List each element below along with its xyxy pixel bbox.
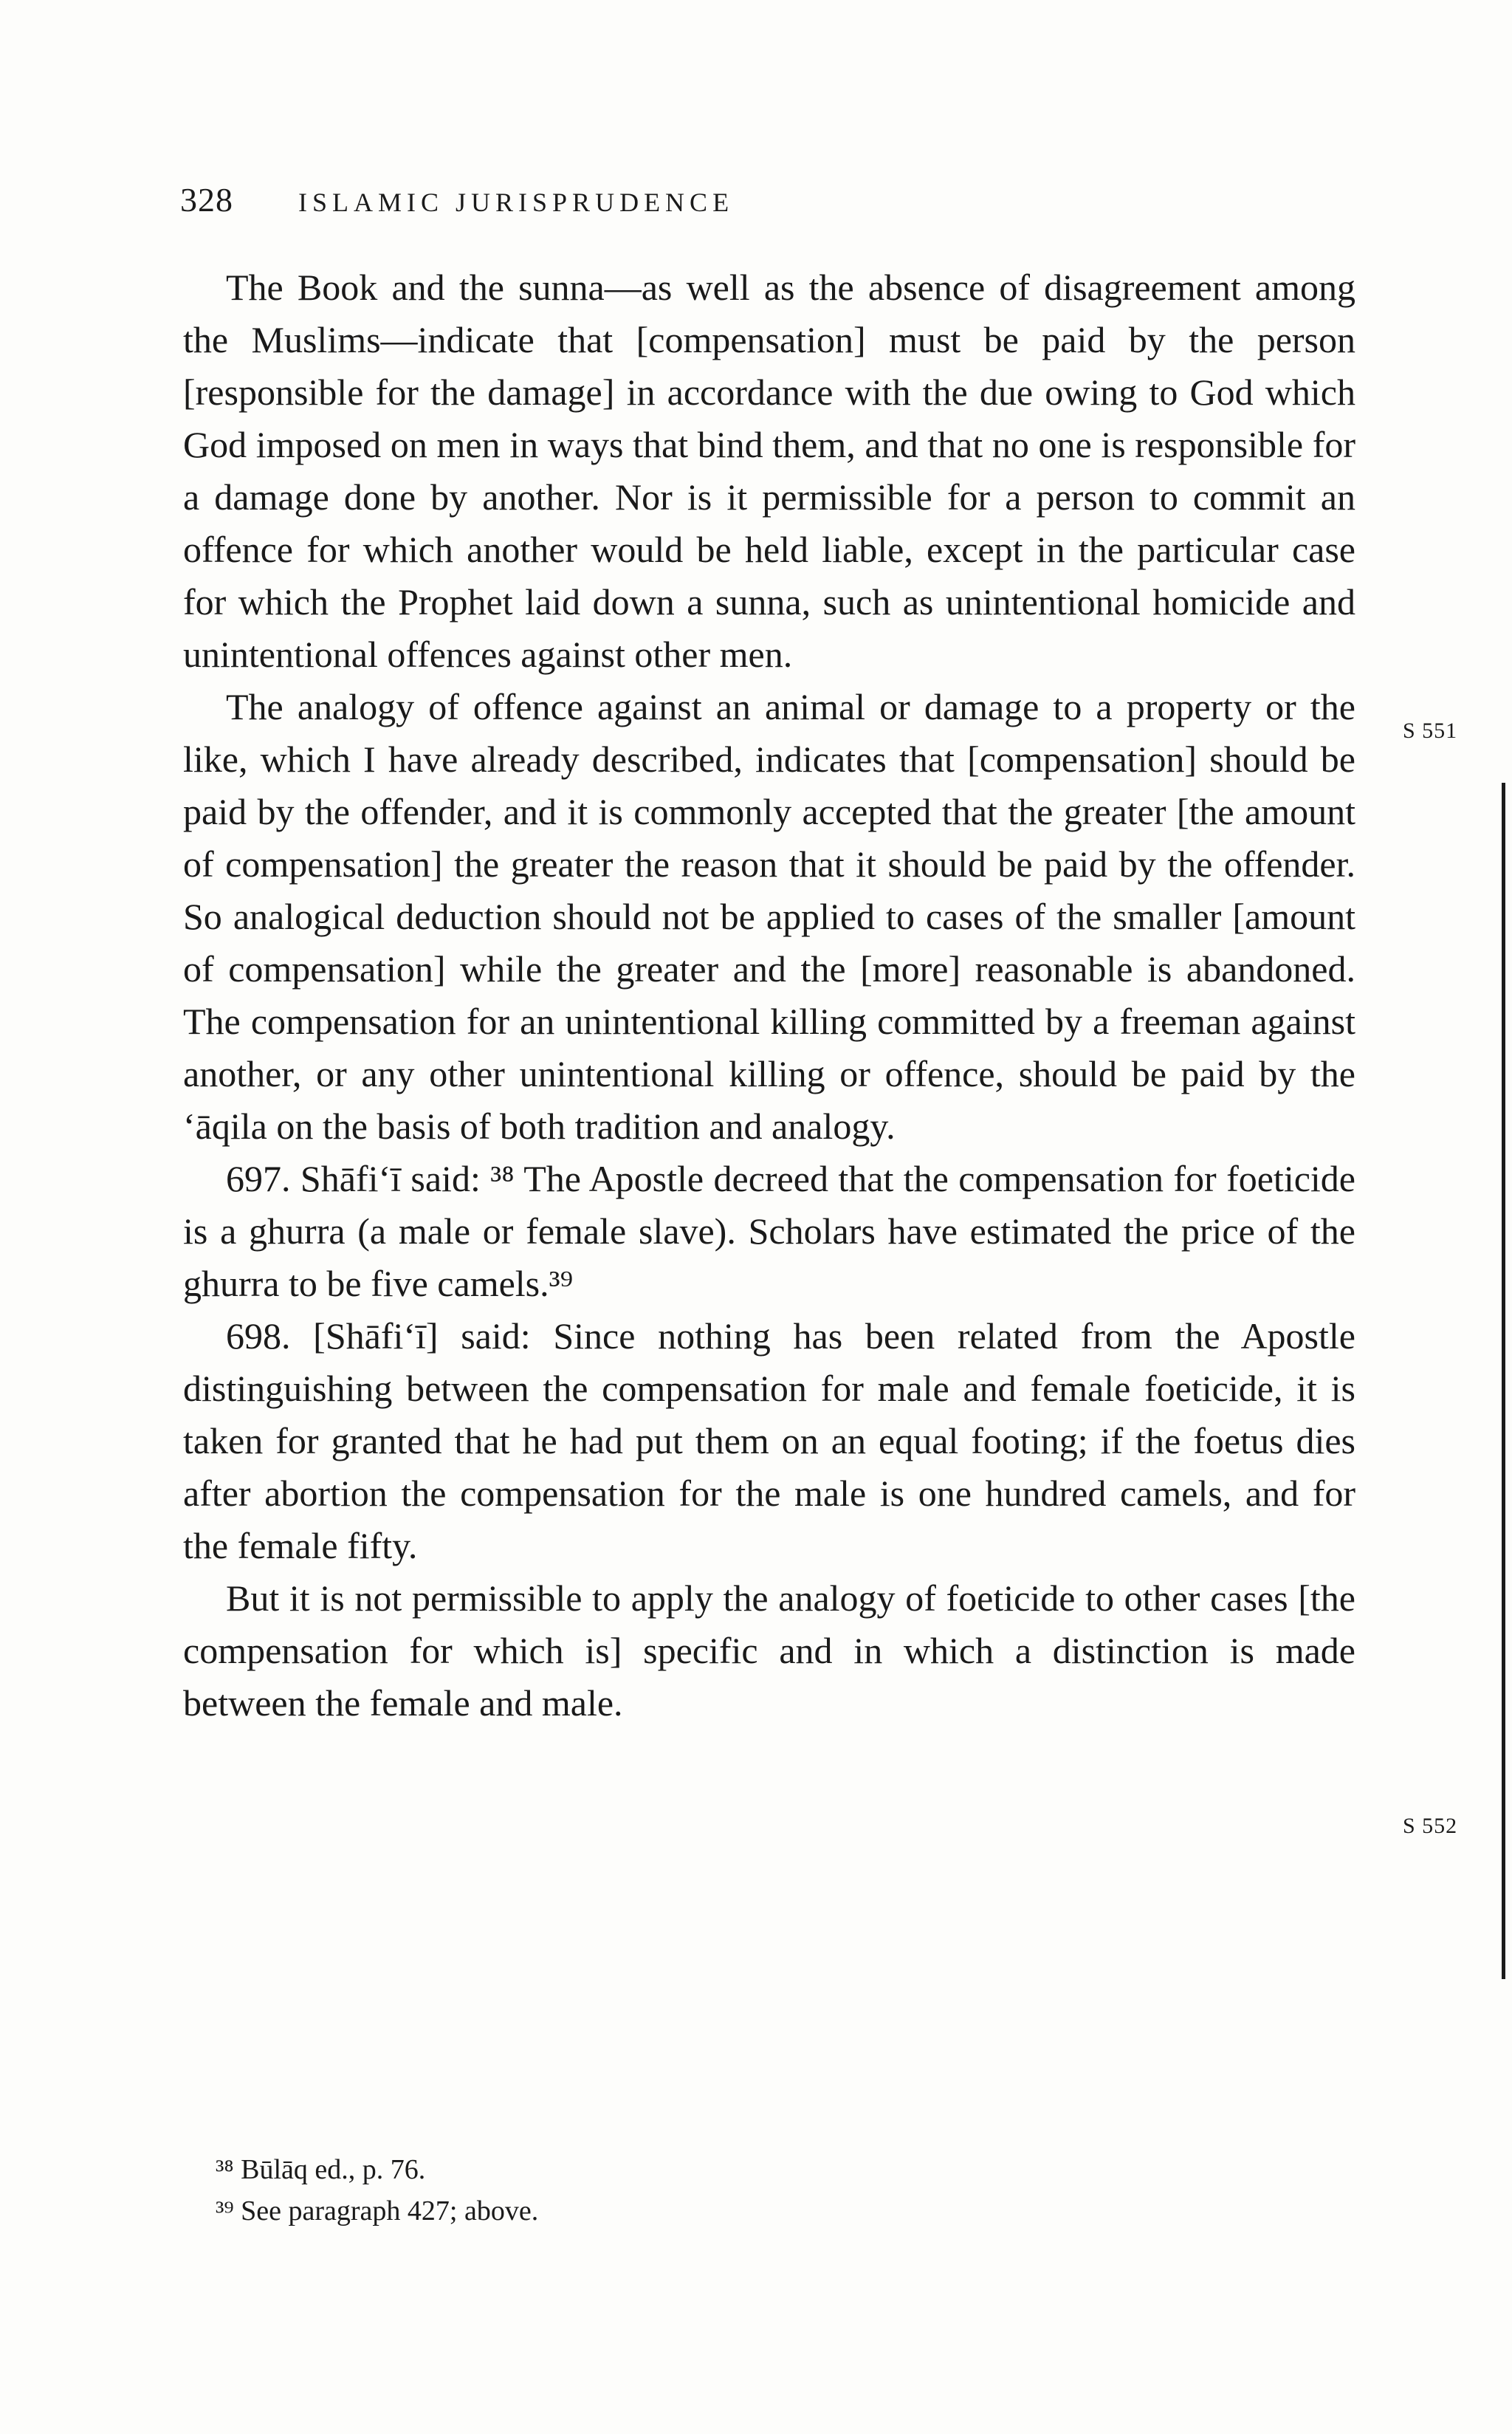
page-number: 328 [180,181,233,219]
footnotes [216,2149,1323,2232]
paragraph-5: But it is not permissible to apply the analogy of foeticide to other cases [the compensation for which is] specific and in which a distinction is made between the female and male. [183,1577,1355,1724]
paragraph-698: 698. [Shāfi‘ī] said: Since nothing has been related from the Apostle distinguishing between the compensation for male and female foeticide, it is taken for granted that he had put them on an equal footing; if the foetus dies after abortion the compensation for the male is one hundred camels, and for the female fifty. [183,1315,1355,1566]
margin-reference-552: S 552 [1403,1814,1458,1838]
body-text [183,261,1355,1729]
paragraph-2: The analogy of offence against an animal or damage to a property or the like, which I have already described, indicates that [compensation] should be paid by the offender, and it is commonly accepted that the greater [the amount of compensation] the greater the reason that it should be paid by the offender. So analogical deduction should not be applied to cases of the smaller [amount of compensation] while the greater and the [more] reasonable is abandoned. The compensation for an unintentional killing committed by a freeman against another, or any other unintentional killing or offence, should be paid by the ‘āqila on the basis of both tradition and analogy. [183,686,1355,1147]
footnote-39: ³⁹ See paragraph 427; above. [216,2195,539,2226]
paragraph-697: 697. Shāfi‘ī said: ³⁸ The Apostle decreed that the compensation for foeticide is a ghurra (a male or female slave). Scholars have estimated the price of the ghurra to be five camels.³⁹ [183,1158,1355,1304]
footnote-38: ³⁸ Būlāq ed., p. 76. [216,2154,426,2185]
scan-edge-line [1502,783,1505,1979]
margin-reference-551: S 551 [1403,719,1458,743]
running-head: ISLAMIC JURISPRUDENCE [298,188,735,217]
paragraph-1: The Book and the sunna—as well as the absence of disagreement among the Muslims—indicate that [compensation] must be paid by the person [responsible for the damage] in accordance with the due owing to God which God imposed on men in ways that bind them, and that no one is responsible for a damage done by another. Nor is it permissible for a person to commit an offence for which another would be held liable, except in the particular case for which the Prophet laid down a sunna, such as unintentional homicide and unintentional offences against other men. [183,267,1355,675]
page-header [180,180,1361,224]
